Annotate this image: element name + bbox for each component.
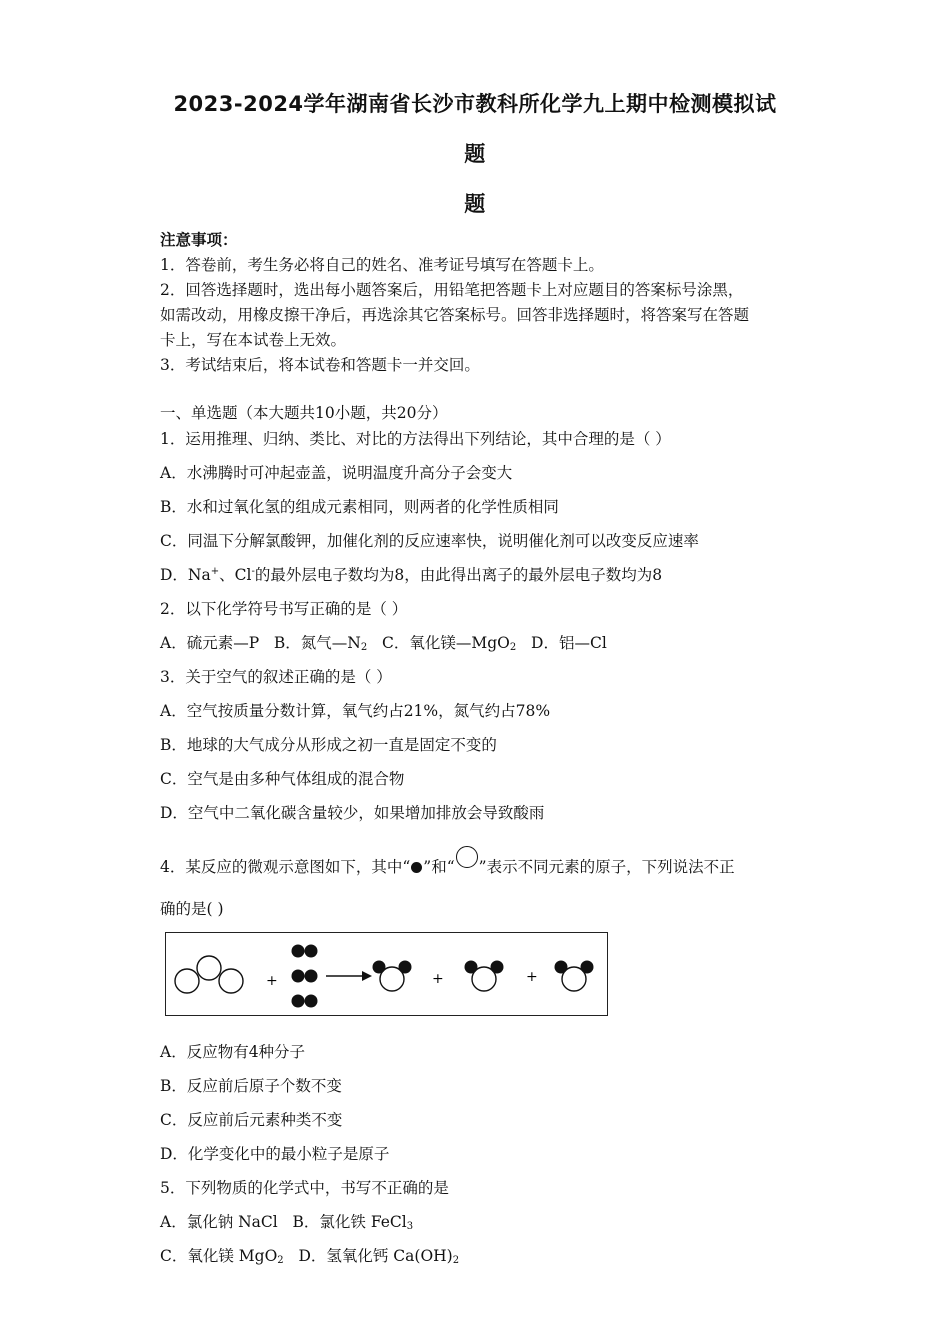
q5-option-d: D．氢氧化钙 $Ca(OH)_2$	[298, 1247, 460, 1266]
plus-sign-3: +	[526, 969, 538, 985]
product-molecule-icon	[555, 961, 594, 992]
q4-option-d: D．化学变化中的最小粒子是原子	[160, 1145, 390, 1163]
q1-stem: 1．运用推理、归纳、类比、对比的方法得出下列结论，其中合理的是（ ）	[160, 430, 671, 448]
q2-option-c: C．氧化镁—MgO$_2$	[382, 634, 517, 653]
q1-d-prefix: D．Na	[160, 566, 211, 584]
exam-title-line2: 题	[464, 142, 486, 166]
q5-option-c: C．氧化镁 MgO$_2$	[160, 1247, 284, 1266]
plus-sign-2: +	[432, 971, 444, 987]
notice-item-2-line3: 卡上，写在本试卷上无效。	[160, 331, 347, 349]
q5-options-ab	[160, 1210, 413, 1232]
section-heading: 一、单选题（本大题共10小题，共20分）	[160, 404, 448, 422]
white-molecule-icon	[175, 956, 243, 993]
notice-heading: 注意事项：	[160, 230, 238, 249]
q5-stem: 5．下列物质的化学式中，书写不正确的是	[160, 1179, 449, 1197]
q2-option-b: B．氮气$—N_2$	[273, 634, 368, 653]
q1-option-a: A．水沸腾时可冲起壶盖，说明温度升高分子会变大	[160, 464, 513, 482]
q1-option-d	[160, 563, 662, 585]
q3-option-c: C．空气是由多种气体组成的混合物	[160, 770, 405, 788]
q2-option-d: D．铝—Cl	[531, 634, 607, 652]
q3-stem: 3．关于空气的叙述正确的是（ ）	[160, 668, 392, 686]
product-molecule-icon	[465, 961, 504, 992]
exam-title-line1: 2023-2024学年湖南省长沙市教科所化学九上期中检测模拟试	[173, 92, 777, 116]
product-molecule-icon	[373, 961, 412, 992]
q4-option-b: B．反应前后原子个数不变	[160, 1077, 342, 1095]
q1-option-b: B．水和过氧化氢的组成元素相同，则两者的化学性质相同	[160, 498, 559, 516]
black-atom-icon	[411, 862, 422, 873]
q1-option-c: C．同温下分解氯酸钾，加催化剂的反应速率快，说明催化剂可以改变反应速率	[160, 532, 699, 550]
q2-options	[160, 631, 607, 653]
q3-option-a: A．空气按质量分数计算，氧气约占21%，氮气约占78%	[160, 702, 551, 720]
q1-d-sup-minus: -	[251, 566, 255, 577]
reaction-diagram-svg	[166, 933, 606, 1014]
notice-item-2-line2: 如需改动，用橡皮擦干净后，再选涂其它答案标号。回答非选择题时，将答案写在答题	[160, 306, 750, 324]
q1-d-mid: 、Cl	[219, 566, 252, 584]
q4-stem-line1: 4．某反应的微观示意图如下，其中“ ”和“ ”表示不同元素的原子，下列说法不正	[160, 846, 735, 877]
q1-d-sup-plus: +	[210, 566, 220, 577]
q4-option-a: A．反应物有4种分子	[160, 1043, 306, 1061]
exam-title-line3: 题	[464, 192, 486, 216]
q2-option-a: A．硫元素—P	[160, 634, 260, 652]
reaction-arrow-icon	[326, 971, 372, 981]
q2-stem: 2．以下化学符号书写正确的是（ ）	[160, 600, 408, 618]
notice-item-1: 1．答卷前，考生务必将自己的姓名、准考证号填写在答题卡上。	[160, 256, 604, 274]
q4-stem-line2: 确的是( )	[160, 900, 224, 918]
q4-option-c: C．反应前后元素种类不变	[160, 1111, 343, 1129]
black-molecules-icon	[292, 945, 318, 1008]
q5-option-b: B．氯化铁 FeCl$_3$	[292, 1213, 414, 1232]
notice-item-2-line1: 2．回答选择题时，选出每小题答案后，用铅笔把答题卡上对应题目的答案标号涂黑，	[160, 281, 744, 299]
notice-item-3: 3．考试结束后，将本试卷和答题卡一并交回。	[160, 356, 480, 374]
white-atom-icon	[456, 846, 478, 868]
q3-option-d: D．空气中二氧化碳含量较少，如果增加排放会导致酸雨	[160, 804, 545, 822]
q3-option-b: B．地球的大气成分从形成之初一直是固定不变的	[160, 736, 497, 754]
q1-d-suffix: 的最外层电子数均为8，由此得出离子的最外层电子数均为8	[254, 566, 663, 584]
q5-options-cd	[160, 1244, 459, 1266]
q5-option-a: A．氯化钠 NaCl	[160, 1213, 278, 1231]
plus-sign-1: +	[266, 973, 278, 989]
reaction-diagram	[165, 932, 608, 1016]
